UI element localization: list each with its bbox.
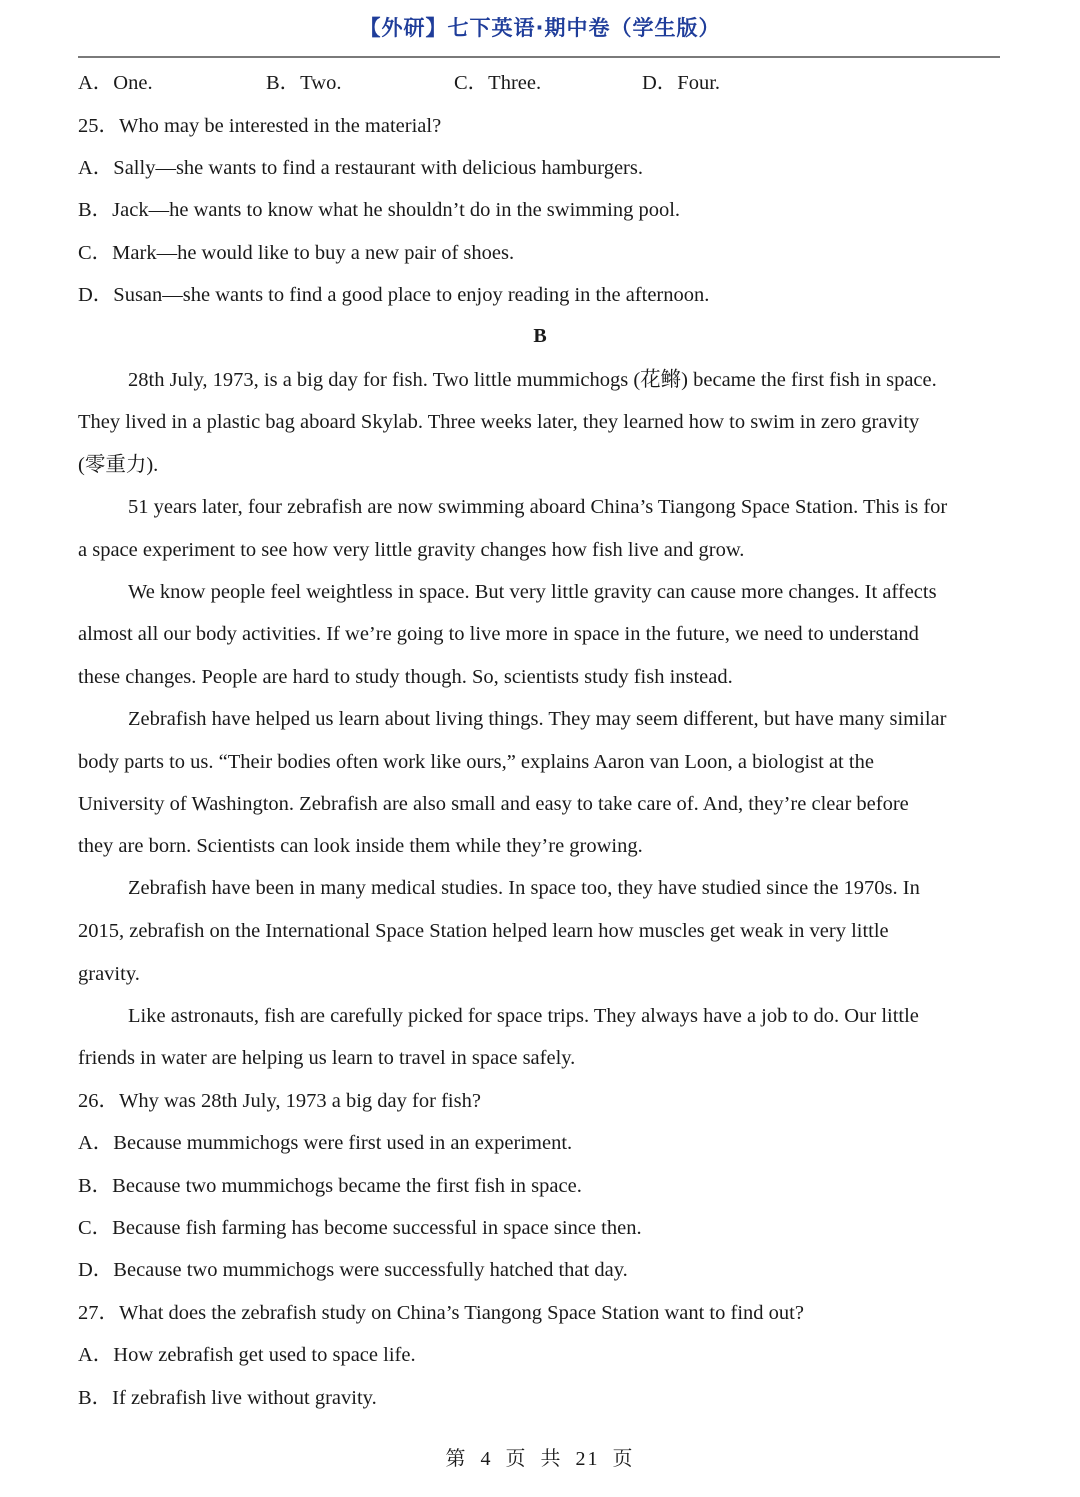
q24-option-d: D．Four. [642, 72, 721, 94]
passage-line: Zebrafish have been in many medical studies. In space too, they have studied since the 1970s. In [128, 877, 920, 899]
q26-question: 26．Why was 28th July, 1973 a big day for fish? [78, 1090, 481, 1112]
passage-line: We know people feel weightless in space. But very little gravity can cause more changes. It affects [128, 581, 937, 603]
q24-option-a: A．One. [78, 72, 153, 94]
q25-option-a: A．Sally—she wants to find a restaurant with delicious hamburgers. [78, 157, 643, 179]
passage-line: they are born. Scientists can look inside them while they’re growing. [78, 835, 643, 857]
passage-line: body parts to us. “Their bodies often work like ours,” explains Aaron van Loon, a biologist at the [78, 751, 874, 773]
q26-option-a: A．Because mummichogs were first used in an experiment. [78, 1132, 573, 1154]
passage-line: University of Washington. Zebrafish are also small and easy to take care of. And, they’re clear before [78, 793, 909, 815]
q24-option-b: B．Two. [266, 72, 342, 94]
passage-line: They lived in a plastic bag aboard Skylab. Three weeks later, they learned how to swim in zero gravity [78, 411, 920, 433]
section-label: B [533, 325, 547, 347]
passage-line: these changes. People are hard to study though. So, scientists study fish instead. [78, 666, 733, 688]
q26-option-c: C．Because fish farming has become successful in space since then. [78, 1217, 642, 1239]
q24-option-c: C．Three. [454, 72, 542, 94]
passage-line: gravity. [78, 963, 140, 985]
q27-option-a: A．How zebrafish get used to space life. [78, 1344, 416, 1366]
q25-option-d: D．Susan—she wants to find a good place to enjoy reading in the afternoon. [78, 284, 710, 306]
page-number: 第 4 页 共 21 页 [445, 1448, 635, 1470]
passage-line: Like astronauts, fish are carefully picked for space trips. They always have a job to do. Our little [128, 1005, 919, 1027]
q25-option-c: C．Mark—he would like to buy a new pair of shoes. [78, 242, 515, 264]
passage-line: 51 years later, four zebrafish are now swimming aboard China’s Tiangong Space Station. This is for [128, 496, 948, 518]
q27-question: 27．What does the zebrafish study on China’s Tiangong Space Station want to find out? [78, 1302, 804, 1324]
passage-line: 2015, zebrafish on the International Space Station helped learn how muscles get weak in very little [78, 920, 889, 942]
passage-line: a space experiment to see how very little gravity changes how fish live and grow. [78, 539, 745, 561]
q25-question: 25．Who may be interested in the material? [78, 115, 442, 137]
passage-line: almost all our body activities. If we’re going to live more in space in the future, we need to understand [78, 623, 919, 645]
q26-option-b: B．Because two mummichogs became the first fish in space. [78, 1175, 582, 1197]
page-header: 【外研】七下英语·期中卷（学生版） [359, 16, 721, 40]
passage-line: friends in water are helping us learn to travel in space safely. [78, 1047, 576, 1069]
passage-line: (零重力). [78, 454, 159, 476]
passage-line: Zebrafish have helped us learn about living things. They may seem different, but have many similar [128, 708, 947, 730]
passage-line: 28th July, 1973, is a big day for fish. Two little mummichogs (花鳉) became the first fish in space. [128, 369, 937, 391]
q27-option-b: B．If zebrafish live without gravity. [78, 1387, 377, 1409]
header-divider [78, 56, 1000, 58]
q26-option-d: D．Because two mummichogs were successfully hatched that day. [78, 1259, 628, 1281]
q25-option-b: B．Jack—he wants to know what he shouldn’t do in the swimming pool. [78, 199, 681, 221]
